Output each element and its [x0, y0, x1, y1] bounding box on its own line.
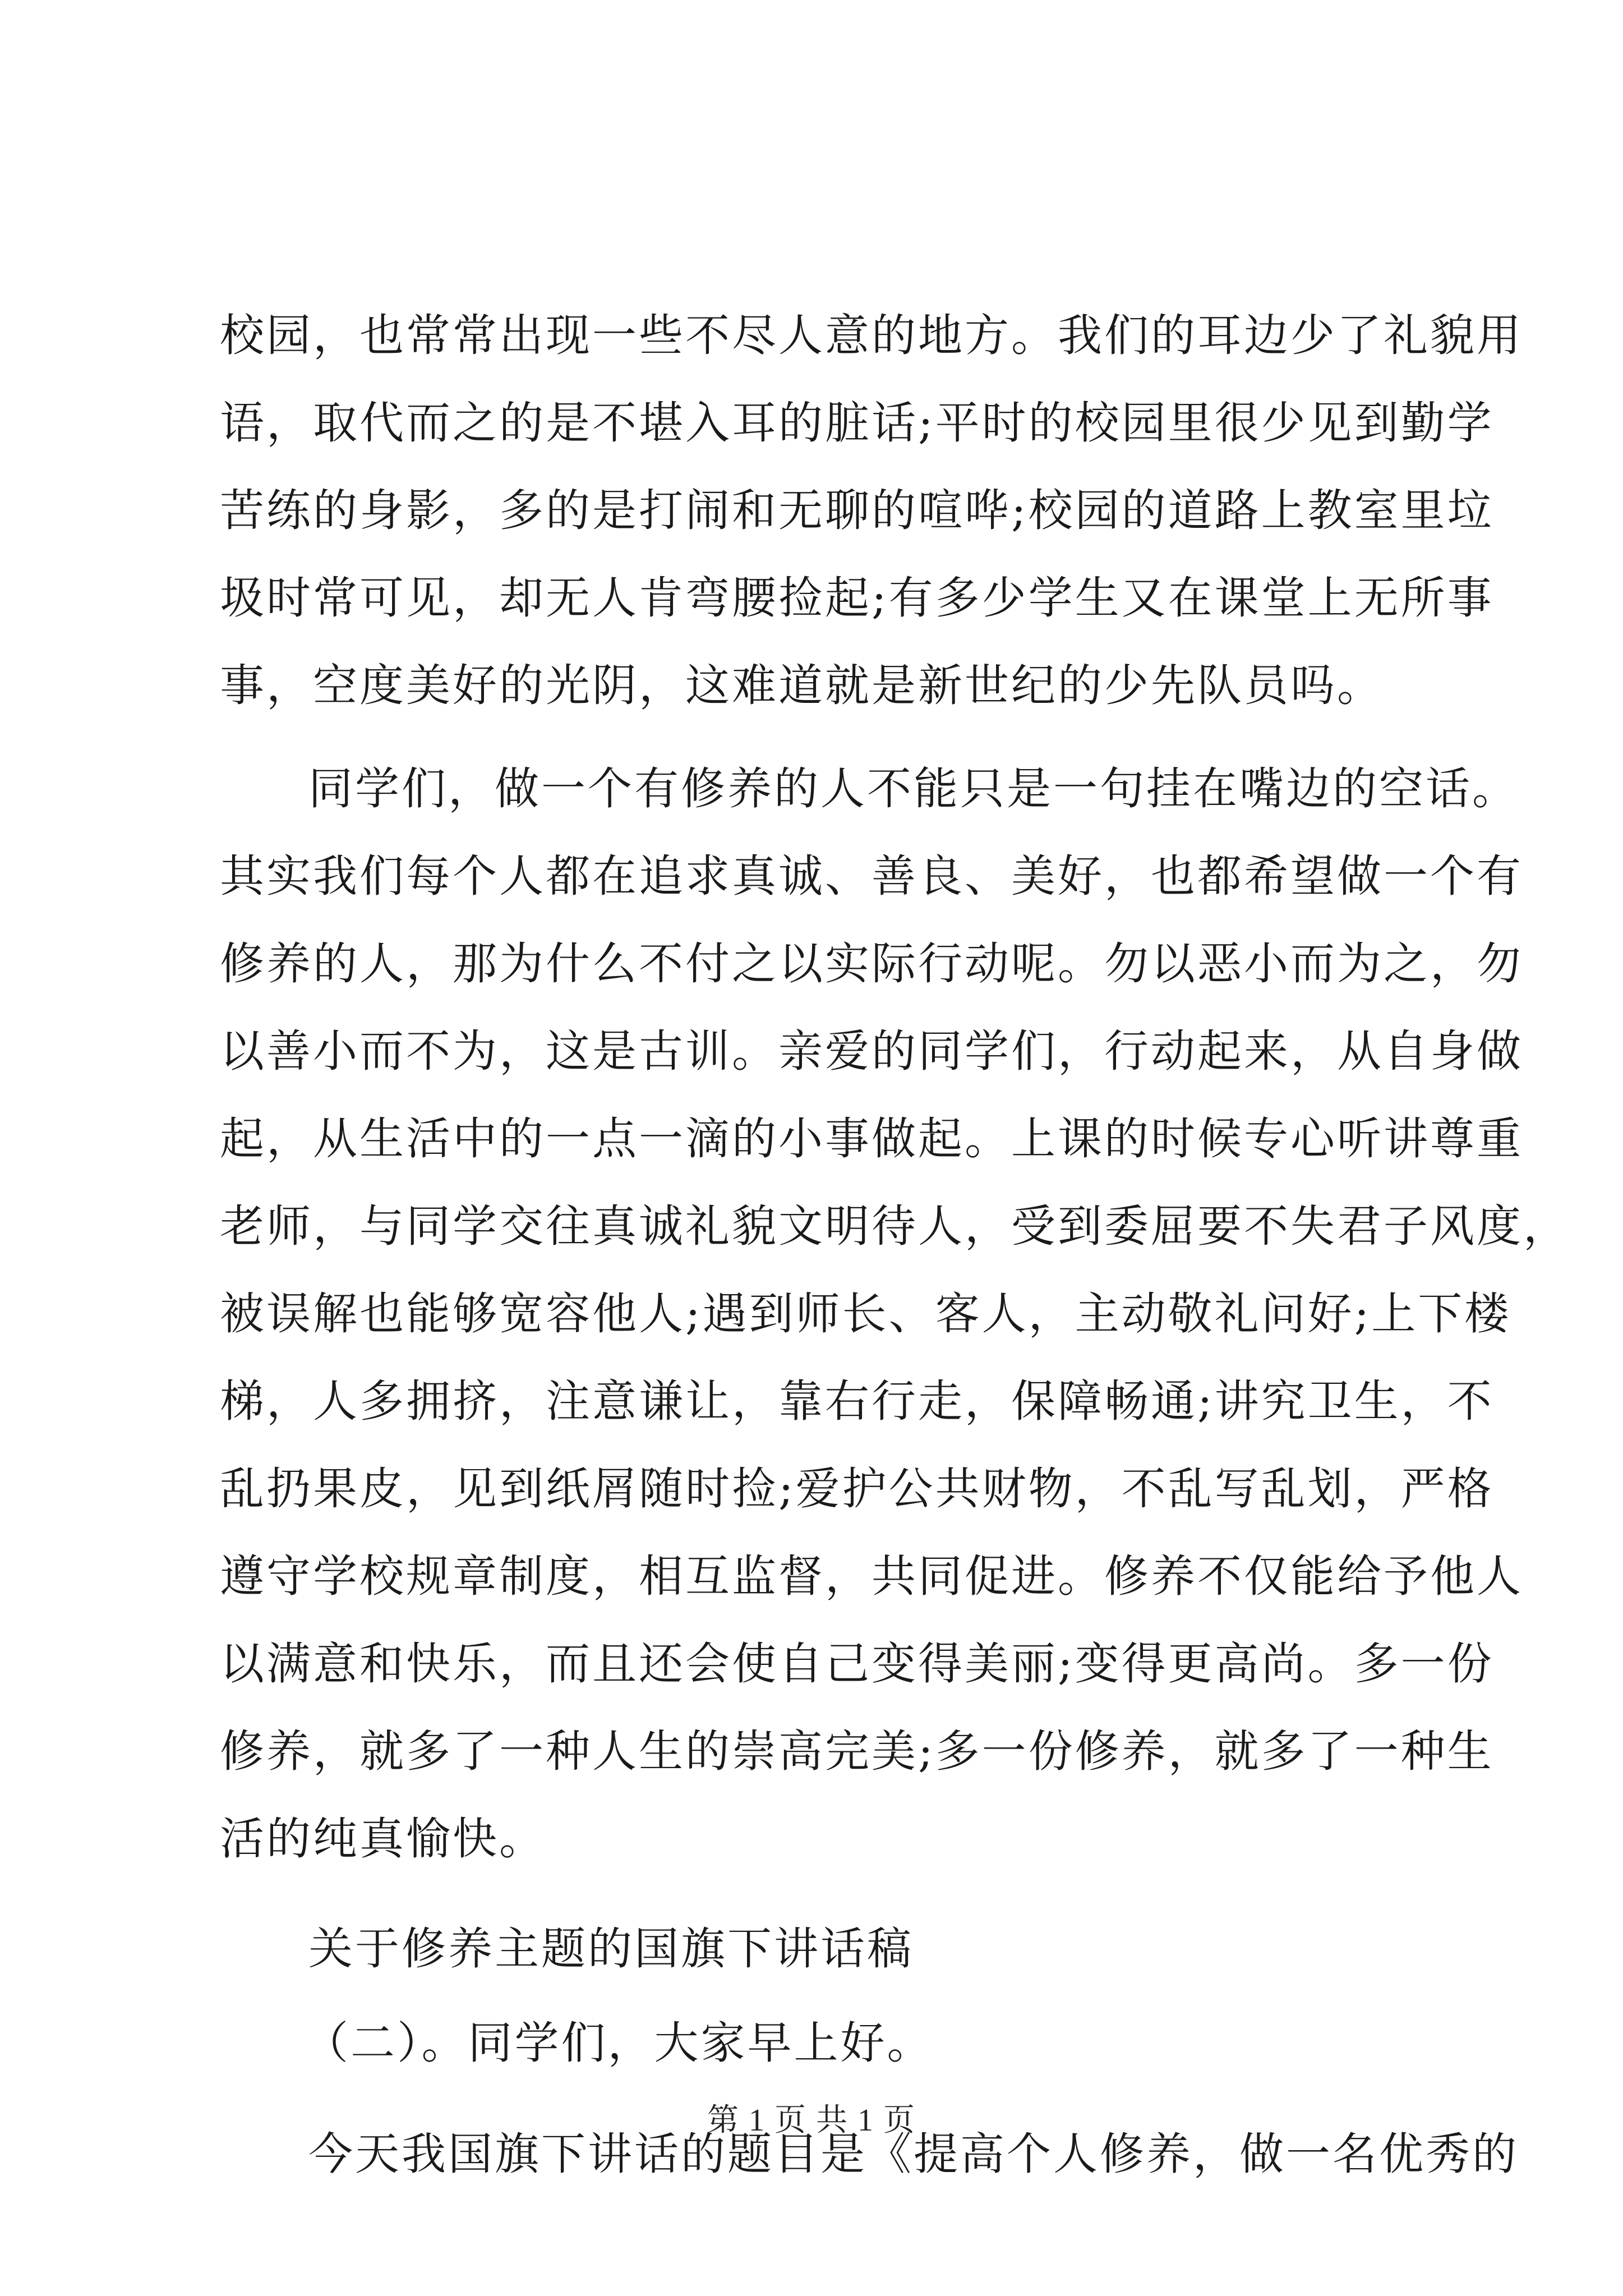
paragraph-2	[220, 745, 1570, 1883]
document-body	[220, 292, 1570, 2198]
page-number-footer: 第 1 页 共 1 页	[707, 2103, 916, 2138]
text-line: 梯，人多拥挤，注意谦让，靠右行走，保障畅通;讲究卫生，不	[220, 1375, 1494, 1427]
text-line: 修养的人，那为什么不付之以实际行动呢。勿以恶小而为之，勿	[220, 938, 1523, 990]
text-line: 语，取代而之的是不堪入耳的脏话;平时的校园里很少见到勤学	[220, 397, 1494, 449]
text-line: 以善小而不为，这是古训。亲爱的同学们，行动起来，从自身做	[220, 1025, 1523, 1077]
text-line: 校园，也常常出现一些不尽人意的地方。我们的耳边少了礼貌用	[220, 310, 1523, 361]
text-line: 遵守学校规章制度，相互监督，共同促进。修养不仅能给予他人	[220, 1550, 1523, 1602]
text-line: 被误解也能够宽容他人;遇到师长、客人，主动敬礼问好;上下楼	[220, 1288, 1511, 1340]
text-line: 事，空度美好的光阴，这难道就是新世纪的少先队员吗。	[220, 660, 1384, 711]
text-line: 以满意和快乐，而且还会使自己变得美丽;变得更高尚。多一份	[220, 1638, 1494, 1690]
text-line: 圾时常可见，却无人肯弯腰捡起;有多少学生又在课堂上无所事	[220, 572, 1494, 624]
paragraph-3-first-line: 今天我国旗下讲话的题目是《提高个人修养，做一名优秀的	[308, 2128, 1519, 2180]
text-line: 同学们，做一个有修养的人不能只是一句挂在嘴边的空话。	[308, 763, 1519, 815]
text-line: 起，从生活中的一点一滴的小事做起。上课的时候专心听讲尊重	[220, 1113, 1523, 1165]
text-line: 其实我们每个人都在追求真诚、善良、美好，也都希望做一个有	[220, 850, 1523, 902]
text-line: 活的纯真愉快。	[220, 1813, 546, 1865]
section-title: 关于修养主题的国旗下讲话稿	[308, 1923, 914, 1975]
text-line: 苦练的身影，多的是打闹和无聊的喧哗;校园的道路上教室里垃	[220, 485, 1494, 536]
text-line: 乱扔果皮，见到纸屑随时捡;爱护公共财物，不乱写乱划，严格	[220, 1463, 1494, 1515]
paragraph-1	[220, 292, 1523, 729]
text-line: 老师，与同学交往真诚礼貌文明待人，受到委屈要不失君子风度，	[220, 1200, 1570, 1252]
section-subtitle: （二）。同学们，大家早上好。	[304, 2017, 934, 2069]
text-line: 修养，就多了一种人生的崇高完美;多一份修养，就多了一种生	[220, 1726, 1494, 1777]
